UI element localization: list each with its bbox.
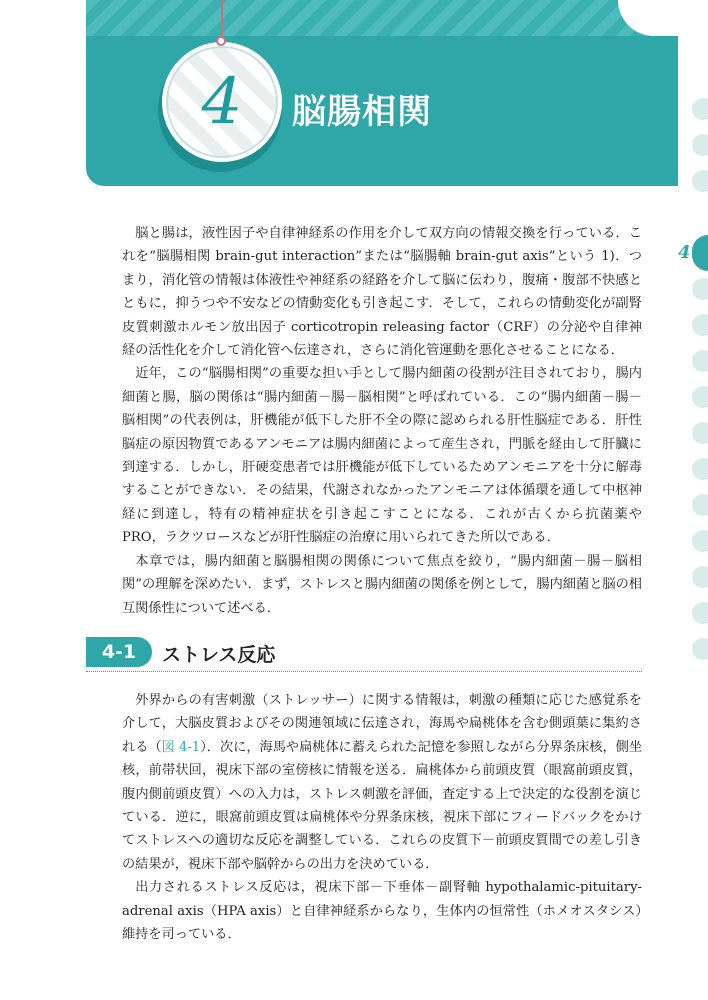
- section-title: ストレス反応: [162, 644, 276, 666]
- pin-string: [221, 0, 223, 40]
- section-paragraph: 出力されるストレス反応は，視床下部－下垂体－副腎軸 hypothalamic-pituitary-adrenal axis（HPA axis）と自律神経系からなり，生体内の恒常性（ホメオスタシス）維持を司っている．: [122, 880, 642, 943]
- chapter-title: 脳腸相関: [292, 92, 432, 132]
- chapter-tab[interactable]: [692, 314, 708, 336]
- chapter-tab[interactable]: [692, 278, 708, 300]
- pin-icon: [216, 36, 226, 46]
- section-divider: [86, 671, 642, 672]
- intro-paragraph: 脳と腸は，液性因子や自律神経系の作用を介して双方向の情報交換を行っている．これを“脳腸相関 brain-gut interaction”または“脳腸軸 brain-gut axis”という 1)．つまり，消化管の情報は体液性や神経系の経路を介して脳に伝わり，腹痛・腹部不快感とともに，抑うつや不安などの情動変化も引き起こす．そして，これらの情動変化が副腎皮質刺激ホルモン放出因子 corticotropin releasing factor（CRF）の分泌や自律神経の活性化を介して消化管へ伝達され，さらに消化管運動を悪化させることになる．: [122, 226, 642, 359]
- section-text: [122, 689, 642, 946]
- chapter-header: [86, 0, 708, 186]
- intro-paragraph: 近年，この“脳腸相関”の重要な担い手として腸内細菌の役割が注目されており，腸内細菌と腸，脳の関係は“腸内細菌－腸－脳相関”と呼ばれている．この“腸内細菌－腸－脳相関”の代表例は，肝機能が低下した肝不全の際に認められる肝性脳症である．肝性脳症の原因物質であるアンモニアは腸内細菌によって産生され，門脈を経由して肝臓に到達する．しかし，肝硬変患者では肝機能が低下しているためアンモニアを十分に解毒することができない．その結果，代謝されなかったアンモニアは体循環を通して中枢神経に到達し，特有の精神症状を引き起こすことになる．これが古くから抗菌薬や PRO，ラクツロースなどが肝性脳症の治療に用いられてきた所以である．: [122, 366, 642, 546]
- chapter-tab[interactable]: [692, 566, 708, 588]
- section-heading: [86, 633, 642, 673]
- intro-paragraph: 本章では，腸内細菌と脳腸相関の関係について焦点を絞り，“腸内細菌－腸－脳相関”の理解を深めたい．まず，ストレスと腸内細菌の関係を例として，腸内細菌と脳の相互関係性について述べる．: [122, 553, 642, 616]
- chapter-tab[interactable]: [692, 530, 708, 552]
- chapter-tab[interactable]: [692, 494, 708, 516]
- paragraph-text: ）．次に，海馬や扁桃体に蓄えられた記憶を参照しながら分界条床核，側坐核，前帯状回，視床下部の室傍核に情報を送る．扁桃体から前頭皮質（眼窩前頭皮質，腹内側前頭皮質）への入力は，ストレス刺激を評価，査定する上で決定的な役割を演じている．逆に，眼窩前頭皮質は扁桃体や分界条床核，視床下部にフィードバックをかけてストレスへの適切な反応を調整している．これらの皮質下－前頭皮質間での差し引きの結果が，視床下部や脳幹からの出力を決めている．: [122, 739, 643, 872]
- chapter-tab[interactable]: [692, 638, 708, 660]
- chapter-tab[interactable]: [692, 98, 708, 120]
- chapter-tab[interactable]: [692, 350, 708, 372]
- header-pattern-band: [86, 0, 708, 36]
- intro-text: [122, 222, 642, 620]
- section-paragraph: [122, 689, 642, 876]
- chapter-tab[interactable]: [692, 170, 708, 192]
- chapter-tab-label: 4: [678, 242, 691, 263]
- section-number: 4-1: [86, 637, 152, 667]
- chapter-tab[interactable]: [692, 422, 708, 444]
- chapter-tab-strip: [692, 98, 708, 674]
- paragraph-text: 外界からの有害刺激（ストレッサー）に関する情報は，刺激の種類に応じた感覚系を介して，大脳皮質およびその関連領域に伝達され，海馬や扁桃体を含む側頭葉に集約される（: [122, 693, 642, 755]
- chapter-tab[interactable]: [692, 386, 708, 408]
- chapter-tab[interactable]: [692, 458, 708, 480]
- chapter-tab[interactable]: [692, 134, 708, 156]
- chapter-number: 4: [201, 65, 243, 139]
- figure-link[interactable]: 図 4-1: [161, 739, 201, 755]
- chapter-tab[interactable]: [692, 602, 708, 624]
